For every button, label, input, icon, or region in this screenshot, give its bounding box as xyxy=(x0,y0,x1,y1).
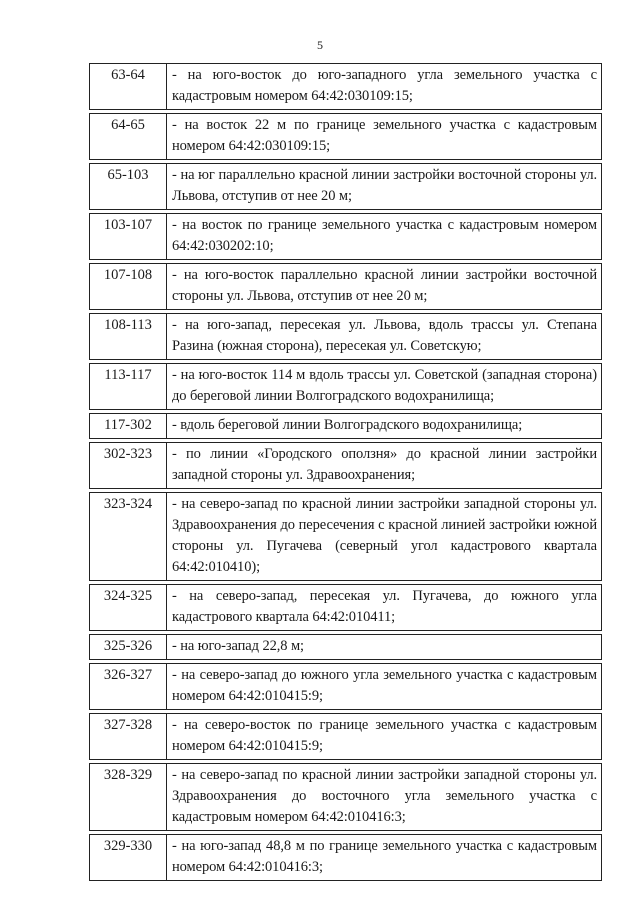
segment-cell: 103-107 xyxy=(90,214,167,260)
description-cell: - на северо-запад до южного угла земельного участка с кадастровым номером 64:42:010415:9; xyxy=(167,664,602,710)
segment-cell: 108-113 xyxy=(90,314,167,360)
description-cell: - на северо-запад по красной линии застройки западной стороны ул. Здравоохранения до восточного угла земельного участка с кадастровым номером 64:42:010416:3; xyxy=(167,764,602,831)
segment-cell: 65-103 xyxy=(90,164,167,210)
description-cell: - на юго-запад, пересекая ул. Львова, вдоль трассы ул. Степана Разина (южная сторона), пересекая ул. Советскую; xyxy=(167,314,602,360)
table-row xyxy=(90,585,602,631)
table-row xyxy=(90,214,602,260)
segment-cell: 327-328 xyxy=(90,714,167,760)
segment-cell: 107-108 xyxy=(90,264,167,310)
table-row xyxy=(90,314,602,360)
table-row xyxy=(90,364,602,410)
segment-cell: 324-325 xyxy=(90,585,167,631)
table-row xyxy=(90,264,602,310)
segment-cell: 117-302 xyxy=(90,414,167,439)
description-cell: - на юго-восток до юго-западного угла земельного участка с кадастровым номером 64:42:030109:15; xyxy=(167,64,602,110)
description-cell: - на юго-запад 22,8 м; xyxy=(167,635,602,660)
table-row xyxy=(90,414,602,439)
description-cell: - на юго-восток 114 м вдоль трассы ул. Советской (западная сторона) до береговой линии Волгоградского водохранилища; xyxy=(167,364,602,410)
table-row xyxy=(90,714,602,760)
segment-cell: 64-65 xyxy=(90,114,167,160)
table-body xyxy=(90,64,602,881)
table-row xyxy=(90,64,602,110)
description-cell: - на северо-восток по границе земельного участка с кадастровым номером 64:42:010415:9; xyxy=(167,714,602,760)
description-cell: - на северо-запад по красной линии застройки западной стороны ул. Здравоохранения до пересечения с красной линией застройки южной стороны ул. Пугачева (северный угол кадастрового квартала 64:42:010410); xyxy=(167,493,602,581)
segment-cell: 325-326 xyxy=(90,635,167,660)
description-cell: - на северо-запад, пересекая ул. Пугачева, до южного угла кадастрового квартала 64:42:010411; xyxy=(167,585,602,631)
table-row xyxy=(90,764,602,831)
table-row xyxy=(90,493,602,581)
table-row xyxy=(90,164,602,210)
segment-cell: 328-329 xyxy=(90,764,167,831)
description-cell: - на юг параллельно красной линии застройки восточной стороны ул. Львова, отступив от нее 20 м; xyxy=(167,164,602,210)
description-cell: - на юго-восток параллельно красной линии застройки восточной стороны ул. Львова, отступив от нее 20 м; xyxy=(167,264,602,310)
table-row xyxy=(90,443,602,489)
segment-cell: 63-64 xyxy=(90,64,167,110)
segment-cell: 113-117 xyxy=(90,364,167,410)
page-number: 5 xyxy=(317,38,323,52)
segment-cell: 323-324 xyxy=(90,493,167,581)
table-row xyxy=(90,835,602,881)
description-cell: - на восток по границе земельного участка с кадастровым номером 64:42:030202:10; xyxy=(167,214,602,260)
description-cell: - по линии «Городского оползня» до красной линии застройки западной стороны ул. Здравоохранения; xyxy=(167,443,602,489)
table-row xyxy=(90,635,602,660)
description-cell: - на юго-запад 48,8 м по границе земельного участка с кадастровым номером 64:42:010416:3; xyxy=(167,835,602,881)
description-cell: - вдоль береговой линии Волгоградского водохранилища; xyxy=(167,414,602,439)
segment-cell: 326-327 xyxy=(90,664,167,710)
segment-cell: 329-330 xyxy=(90,835,167,881)
segment-cell: 302-323 xyxy=(90,443,167,489)
table-row xyxy=(90,664,602,710)
table-row xyxy=(90,114,602,160)
description-cell: - на восток 22 м по границе земельного участка с кадастровым номером 64:42:030109:15; xyxy=(167,114,602,160)
boundary-segments-table xyxy=(89,63,602,881)
